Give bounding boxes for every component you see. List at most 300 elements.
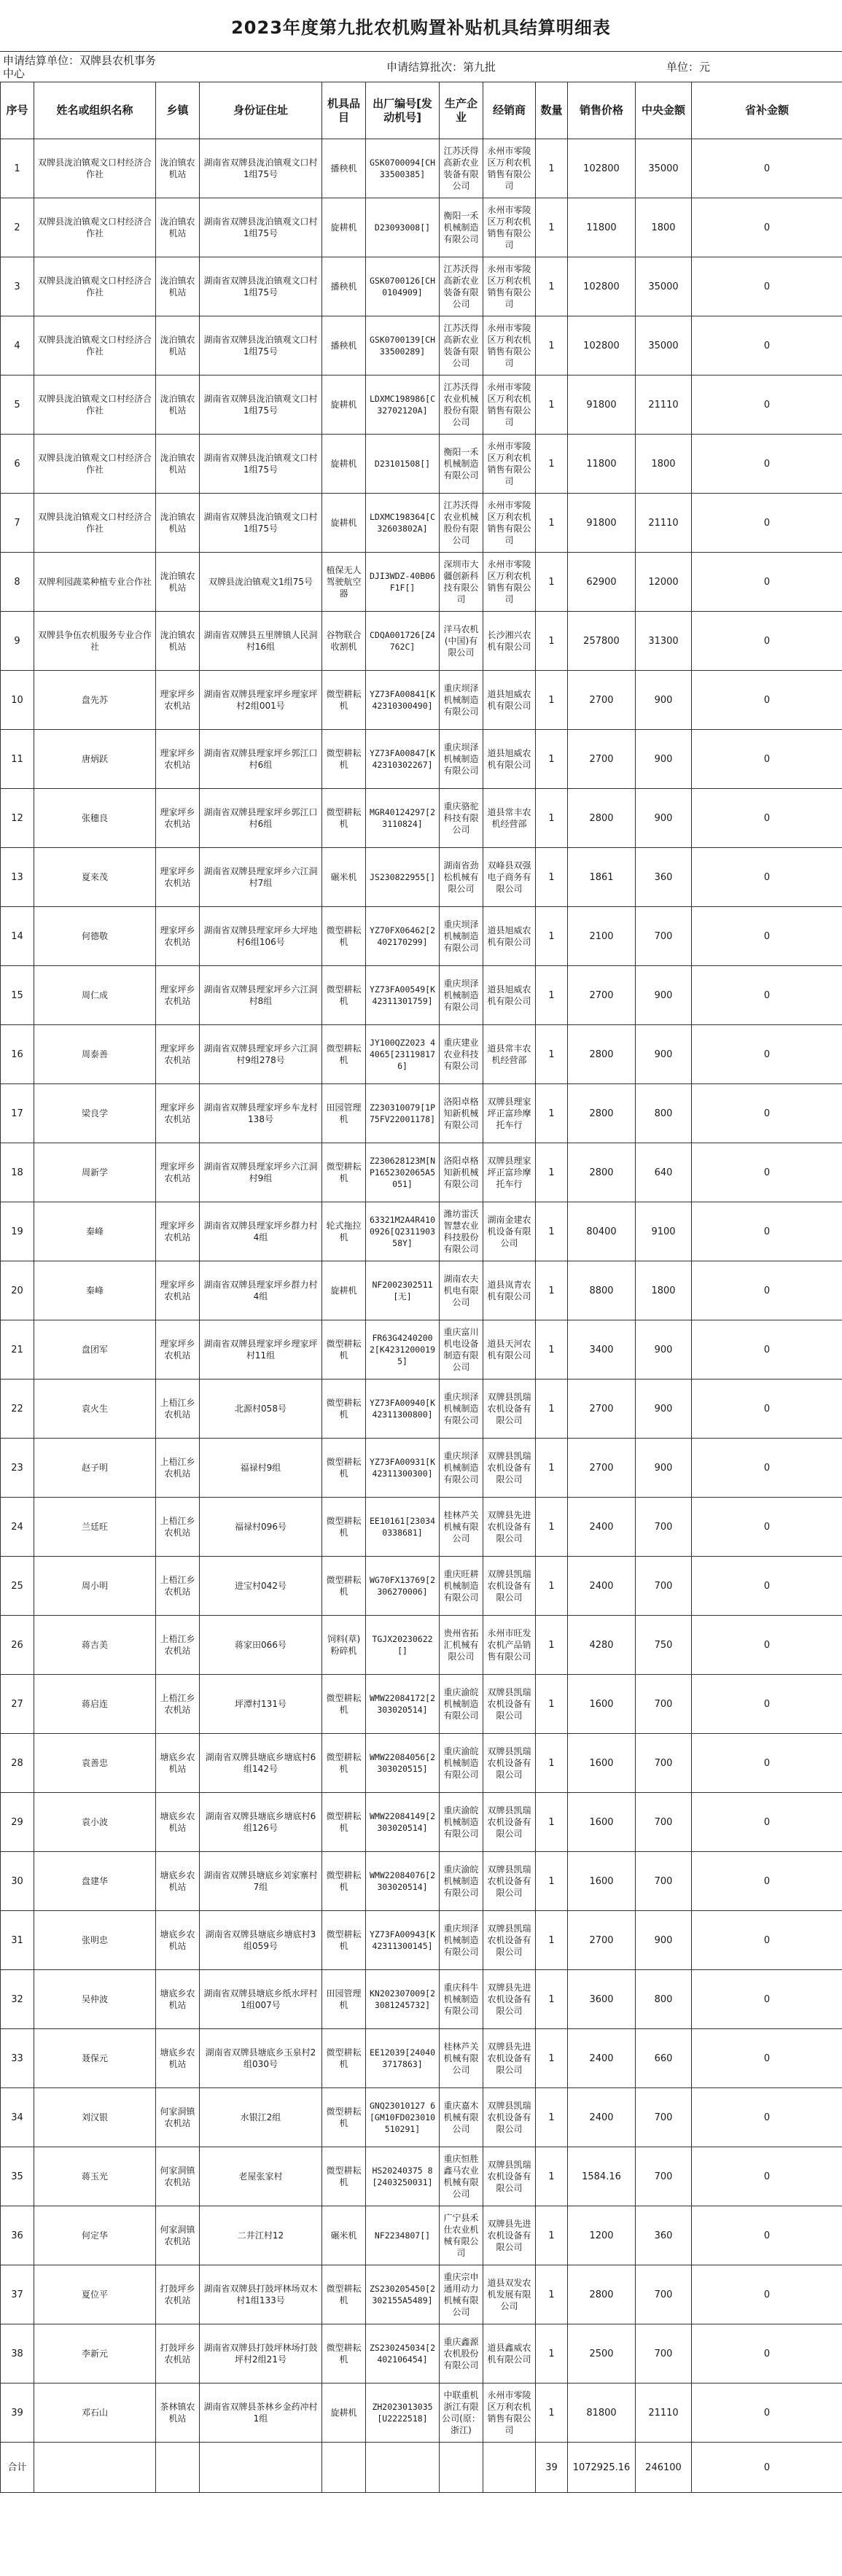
table-row	[1, 1202, 842, 1261]
applicant-name: 秦峰	[34, 1261, 156, 1320]
province-subsidy: 0	[692, 257, 842, 316]
central-subsidy: 900	[636, 789, 692, 848]
machine-category: 旋耕机	[322, 198, 366, 257]
sales-price: 1600	[568, 1852, 636, 1911]
dealer: 双牌县凯瑞农机设备有限公司	[483, 1439, 536, 1498]
quantity: 1	[536, 2206, 568, 2265]
serial-number: LDXMC198986[C32702120A]	[366, 375, 440, 435]
quantity: 1	[536, 2384, 568, 2443]
central-subsidy: 21110	[636, 375, 692, 435]
id-address: 湖南省双牌县理家坪乡六江洞村8组	[200, 966, 322, 1025]
machine-category: 微型耕耘机	[322, 907, 366, 966]
id-address: 湖南省双牌县打鼓坪林场打鼓坪村2组21号	[200, 2324, 322, 2384]
serial-number: YZ73FA00931[K42311300300]	[366, 1439, 440, 1498]
row-index: 8	[1, 553, 34, 612]
applicant-name: 双牌县泷泊镇观文口村经济合作社	[34, 316, 156, 375]
quantity: 1	[536, 2029, 568, 2088]
id-address: 湖南省双牌县理家坪乡郭江口村6组	[200, 789, 322, 848]
manufacturer: 湖南农夫机电有限公司	[440, 1261, 483, 1320]
serial-number: NF2234807[]	[366, 2206, 440, 2265]
id-address: 坪潭村131号	[200, 1675, 322, 1734]
central-subsidy: 900	[636, 671, 692, 730]
totals-sales: 1072925.16	[568, 2443, 636, 2493]
row-index: 4	[1, 316, 34, 375]
machine-category: 碾米机	[322, 2206, 366, 2265]
manufacturer: 江苏沃得高新农业装备有限公司	[440, 316, 483, 375]
serial-number: NF2002302511[无]	[366, 1261, 440, 1320]
quantity: 1	[536, 375, 568, 435]
table-row	[1, 1498, 842, 1557]
quantity: 1	[536, 316, 568, 375]
applicant-name: 李新元	[34, 2324, 156, 2384]
dealer: 永州市零陵区万利农机销售有限公司	[483, 257, 536, 316]
serial-number: YZ73FA00549[K42311301759]	[366, 966, 440, 1025]
township: 塘底乡农机站	[156, 2029, 200, 2088]
central-subsidy: 360	[636, 848, 692, 907]
dealer: 双牌县凯瑞农机设备有限公司	[483, 2088, 536, 2147]
central-subsidy: 1800	[636, 1261, 692, 1320]
dealer: 永州市零陵区万利农机销售有限公司	[483, 494, 536, 553]
id-address: 蒋家田066号	[200, 1616, 322, 1675]
table-row	[1, 1025, 842, 1084]
township: 上梧江乡农机站	[156, 1439, 200, 1498]
row-index: 27	[1, 1675, 34, 1734]
serial-number: CDQA001726[Z4762C]	[366, 612, 440, 671]
id-address: 湖南省双牌县理家坪乡六江洞村9组278号	[200, 1025, 322, 1084]
meta-bar	[0, 51, 842, 82]
quantity: 1	[536, 612, 568, 671]
row-index: 2	[1, 198, 34, 257]
serial-number: MGR40124297[23110824]	[366, 789, 440, 848]
quantity: 1	[536, 257, 568, 316]
row-index: 25	[1, 1557, 34, 1616]
province-subsidy: 0	[692, 1970, 842, 2029]
township: 理家坪乡农机站	[156, 907, 200, 966]
applicant-name: 蒋启连	[34, 1675, 156, 1734]
machine-category: 微型耕耘机	[322, 1793, 366, 1852]
province-subsidy: 0	[692, 316, 842, 375]
province-subsidy: 0	[692, 1557, 842, 1616]
table-row	[1, 1557, 842, 1616]
applicant-name: 袁小波	[34, 1793, 156, 1852]
township: 上梧江乡农机站	[156, 1557, 200, 1616]
id-address: 湖南省双牌县打鼓坪林场双木村1组133号	[200, 2265, 322, 2324]
dealer: 永州市零陵区万利农机销售有限公司	[483, 435, 536, 494]
central-subsidy: 21110	[636, 2384, 692, 2443]
machine-category: 饲料(草)粉碎机	[322, 1616, 366, 1675]
central-subsidy: 900	[636, 1380, 692, 1439]
central-subsidy: 900	[636, 730, 692, 789]
row-index: 14	[1, 907, 34, 966]
province-subsidy: 0	[692, 2324, 842, 2384]
id-address: 北源村058号	[200, 1380, 322, 1439]
province-subsidy: 0	[692, 139, 842, 198]
manufacturer: 洛阳卓格知新机械有限公司	[440, 1084, 483, 1143]
sales-price: 91800	[568, 494, 636, 553]
applicant-name: 双牌县泷泊镇观文口村经济合作社	[34, 435, 156, 494]
township: 塘底乡农机站	[156, 1852, 200, 1911]
quantity: 1	[536, 907, 568, 966]
township: 何家洞镇农机站	[156, 2147, 200, 2206]
province-subsidy: 0	[692, 789, 842, 848]
table-row	[1, 494, 842, 553]
province-subsidy: 0	[692, 375, 842, 435]
manufacturer: 重庆坝泽机械制造有限公司	[440, 730, 483, 789]
central-subsidy: 900	[636, 966, 692, 1025]
machine-category: 微型耕耘机	[322, 2265, 366, 2324]
applicant-name: 双牌利园蔬菜种植专业合作社	[34, 553, 156, 612]
central-subsidy: 1800	[636, 435, 692, 494]
applicant-name: 周仁成	[34, 966, 156, 1025]
dealer: 双牌县先进农机设备有限公司	[483, 1970, 536, 2029]
serial-number: WMW22084172[2303020514]	[366, 1675, 440, 1734]
machine-category: 微型耕耘机	[322, 1557, 366, 1616]
id-address: 湖南省双牌县塘底乡塘底村6组126号	[200, 1793, 322, 1852]
province-subsidy: 0	[692, 730, 842, 789]
central-subsidy: 700	[636, 1675, 692, 1734]
township: 茶林镇农机站	[156, 2384, 200, 2443]
province-subsidy: 0	[692, 1261, 842, 1320]
sales-price: 2500	[568, 2324, 636, 2384]
id-address: 湖南省双牌县泷泊镇观文口村1组75号	[200, 198, 322, 257]
dealer: 双牌县凯瑞农机设备有限公司	[483, 1380, 536, 1439]
applicant-name: 双牌县泷泊镇观文口村经济合作社	[34, 139, 156, 198]
quantity: 1	[536, 1911, 568, 1970]
row-index: 28	[1, 1734, 34, 1793]
dealer: 长沙湘兴农机有限公司	[483, 612, 536, 671]
id-address: 福禄村096号	[200, 1498, 322, 1557]
sales-price: 2800	[568, 2265, 636, 2324]
machine-category: 微型耕耘机	[322, 1675, 366, 1734]
machine-category: 微型耕耘机	[322, 1911, 366, 1970]
manufacturer: 江苏沃得高新农业装备有限公司	[440, 139, 483, 198]
row-index: 15	[1, 966, 34, 1025]
quantity: 1	[536, 198, 568, 257]
quantity: 1	[536, 2147, 568, 2206]
manufacturer: 洋马农机(中国)有限公司	[440, 612, 483, 671]
central-subsidy: 12000	[636, 553, 692, 612]
row-index: 21	[1, 1320, 34, 1380]
applicant-name: 兰廷旺	[34, 1498, 156, 1557]
province-subsidy: 0	[692, 435, 842, 494]
central-subsidy: 750	[636, 1616, 692, 1675]
province-subsidy: 0	[692, 1320, 842, 1380]
totals-central: 246100	[636, 2443, 692, 2493]
central-subsidy: 700	[636, 1852, 692, 1911]
province-subsidy: 0	[692, 1498, 842, 1557]
dealer: 道县双发农机发展有限公司	[483, 2265, 536, 2324]
sales-price: 1861	[568, 848, 636, 907]
sales-price: 2400	[568, 2088, 636, 2147]
table-row	[1, 316, 842, 375]
table-row	[1, 139, 842, 198]
table-row	[1, 1320, 842, 1380]
manufacturer: 重庆鑫源农机股份有限公司	[440, 2324, 483, 2384]
manufacturer: 桂林芦关机械有限公司	[440, 1498, 483, 1557]
sales-price: 102800	[568, 257, 636, 316]
province-subsidy: 0	[692, 671, 842, 730]
row-index: 24	[1, 1498, 34, 1557]
id-address: 湖南省双牌县理家坪乡大坪地村6组106号	[200, 907, 322, 966]
applicant-name: 盘建华	[34, 1852, 156, 1911]
manufacturer: 深圳市大疆创新科技有限公司	[440, 553, 483, 612]
sales-price: 2400	[568, 1498, 636, 1557]
id-address: 湖南省双牌县塘底乡刘家寨村7组	[200, 1852, 322, 1911]
central-subsidy: 700	[636, 2088, 692, 2147]
table-row	[1, 2147, 842, 2206]
manufacturer: 重庆坝泽机械制造有限公司	[440, 1911, 483, 1970]
central-subsidy: 9100	[636, 1202, 692, 1261]
header-cell: 生产企业	[440, 82, 483, 139]
settlement-table	[0, 82, 842, 2493]
township: 理家坪乡农机站	[156, 730, 200, 789]
quantity: 1	[536, 966, 568, 1025]
table-row	[1, 2029, 842, 2088]
serial-number: WMW22084056[2303020515]	[366, 1734, 440, 1793]
township: 泷泊镇农机站	[156, 612, 200, 671]
table-row	[1, 671, 842, 730]
township: 泷泊镇农机站	[156, 139, 200, 198]
township: 理家坪乡农机站	[156, 789, 200, 848]
serial-number: WG70FX13769[2306270006]	[366, 1557, 440, 1616]
serial-number: Z230310079[1P75FV22001178]	[366, 1084, 440, 1143]
applicant-name: 唐炳跃	[34, 730, 156, 789]
sales-price: 2100	[568, 907, 636, 966]
manufacturer: 重庆骆驼科技有限公司	[440, 789, 483, 848]
serial-number: GNQ23010127 6[GM10FD023010510291]	[366, 2088, 440, 2147]
dealer: 双牌县凯瑞农机设备有限公司	[483, 2147, 536, 2206]
central-subsidy: 700	[636, 1557, 692, 1616]
township: 上梧江乡农机站	[156, 1616, 200, 1675]
sales-price: 2700	[568, 1439, 636, 1498]
quantity: 1	[536, 1970, 568, 2029]
sales-price: 81800	[568, 2384, 636, 2443]
table-row	[1, 848, 842, 907]
manufacturer: 重庆科牛机械制造有限公司	[440, 1970, 483, 2029]
table-row	[1, 375, 842, 435]
manufacturer: 重庆渝皖机械制造有限公司	[440, 1675, 483, 1734]
manufacturer: 江苏沃得农业机械股份有限公司	[440, 375, 483, 435]
dealer: 道县常丰农机经营部	[483, 1025, 536, 1084]
province-subsidy: 0	[692, 966, 842, 1025]
dealer: 双牌县理家坪正富珍摩托车行	[483, 1143, 536, 1202]
manufacturer: 重庆渝皖机械制造有限公司	[440, 1793, 483, 1852]
township: 泷泊镇农机站	[156, 316, 200, 375]
quantity: 1	[536, 1498, 568, 1557]
id-address: 湖南省双牌县塘底乡塘底村6组142号	[200, 1734, 322, 1793]
dealer: 双牌县理家坪正富珍摩托车行	[483, 1084, 536, 1143]
sales-price: 2700	[568, 671, 636, 730]
applicant-name: 盘团军	[34, 1320, 156, 1380]
manufacturer: 重庆宗申通用动力机械有限公司	[440, 2265, 483, 2324]
table-row	[1, 198, 842, 257]
township: 泷泊镇农机站	[156, 435, 200, 494]
manufacturer: 江苏沃得高新农业装备有限公司	[440, 257, 483, 316]
sales-price: 2700	[568, 730, 636, 789]
table-row	[1, 2206, 842, 2265]
central-subsidy: 800	[636, 1084, 692, 1143]
machine-category: 播秧机	[322, 257, 366, 316]
applicant-name: 夏位平	[34, 2265, 156, 2324]
table-row	[1, 257, 842, 316]
currency-unit: 单位：元	[666, 60, 711, 74]
serial-number: D23101508[]	[366, 435, 440, 494]
row-index: 26	[1, 1616, 34, 1675]
machine-category: 旋耕机	[322, 435, 366, 494]
sales-price: 2800	[568, 789, 636, 848]
row-index: 35	[1, 2147, 34, 2206]
quantity: 1	[536, 1616, 568, 1675]
serial-number: HS20240375 8[2403250031]	[366, 2147, 440, 2206]
sales-price: 1600	[568, 1675, 636, 1734]
machine-category: 旋耕机	[322, 2384, 366, 2443]
township: 泷泊镇农机站	[156, 553, 200, 612]
central-subsidy: 640	[636, 1143, 692, 1202]
serial-number: TGJX20230622[]	[366, 1616, 440, 1675]
sales-price: 11800	[568, 198, 636, 257]
machine-category: 旋耕机	[322, 375, 366, 435]
table-row	[1, 1261, 842, 1320]
dealer: 双牌县凯瑞农机设备有限公司	[483, 1734, 536, 1793]
sales-price: 102800	[568, 316, 636, 375]
applicant-name: 双牌县泷泊镇观文口村经济合作社	[34, 494, 156, 553]
machine-category: 谷物联合收割机	[322, 612, 366, 671]
central-subsidy: 900	[636, 1911, 692, 1970]
machine-category: 微型耕耘机	[322, 1734, 366, 1793]
central-subsidy: 700	[636, 2147, 692, 2206]
id-address: 双牌县泷泊镇观文1组75号	[200, 553, 322, 612]
quantity: 1	[536, 1675, 568, 1734]
applicant-name: 双牌县泷泊镇观文口村经济合作社	[34, 198, 156, 257]
province-subsidy: 0	[692, 1616, 842, 1675]
table-row	[1, 1439, 842, 1498]
table-row	[1, 612, 842, 671]
quantity: 1	[536, 1557, 568, 1616]
sales-price: 2800	[568, 1143, 636, 1202]
table-row	[1, 907, 842, 966]
serial-number: YZ73FA00943[K42311300145]	[366, 1911, 440, 1970]
header-cell: 乡镇	[156, 82, 200, 139]
sales-price: 2700	[568, 1380, 636, 1439]
machine-category: 田园管理机	[322, 1970, 366, 2029]
province-subsidy: 0	[692, 1025, 842, 1084]
table-row	[1, 1675, 842, 1734]
serial-number: WMW22084149[2303020514]	[366, 1793, 440, 1852]
id-address: 湖南省双牌县泷泊镇观文口村1组75号	[200, 139, 322, 198]
applicant-name: 盘先苏	[34, 671, 156, 730]
applicant-name: 双牌县泷泊镇观文口村经济合作社	[34, 375, 156, 435]
sales-price: 8800	[568, 1261, 636, 1320]
quantity: 1	[536, 1734, 568, 1793]
serial-number: EE10161[230340338681]	[366, 1498, 440, 1557]
quantity: 1	[536, 139, 568, 198]
table-row	[1, 553, 842, 612]
serial-number: KN202307009[23081245732]	[366, 1970, 440, 2029]
settlement-batch: 申请结算批次：第九批	[386, 60, 496, 74]
quantity: 1	[536, 1852, 568, 1911]
totals-label: 合计	[1, 2443, 34, 2493]
id-address: 湖南省双牌县茶林乡金药冲村1组	[200, 2384, 322, 2443]
township: 泷泊镇农机站	[156, 494, 200, 553]
machine-category: 微型耕耘机	[322, 789, 366, 848]
manufacturer: 重庆旺耕机械制造有限公司	[440, 1557, 483, 1616]
sales-price: 2700	[568, 1911, 636, 1970]
sales-price: 2400	[568, 2029, 636, 2088]
totals-row	[1, 2443, 842, 2493]
sales-price: 1600	[568, 1734, 636, 1793]
row-index: 39	[1, 2384, 34, 2443]
township: 塘底乡农机站	[156, 1911, 200, 1970]
township: 理家坪乡农机站	[156, 1084, 200, 1143]
page-title: 2023年度第九批农机购置补贴机具结算明细表	[231, 17, 611, 38]
central-subsidy: 700	[636, 1498, 692, 1557]
row-index: 30	[1, 1852, 34, 1911]
dealer: 道县旭威农机有限公司	[483, 966, 536, 1025]
township: 何家洞镇农机站	[156, 2206, 200, 2265]
township: 上梧江乡农机站	[156, 1675, 200, 1734]
id-address: 湖南省双牌县泷泊镇观文口村1组75号	[200, 494, 322, 553]
table-row	[1, 1616, 842, 1675]
central-subsidy: 900	[636, 1320, 692, 1380]
table-row	[1, 1734, 842, 1793]
machine-category: 微型耕耘机	[322, 2324, 366, 2384]
central-subsidy: 800	[636, 1970, 692, 2029]
header-cell: 序号	[1, 82, 34, 139]
central-subsidy: 900	[636, 1025, 692, 1084]
manufacturer: 桂林芦关机械有限公司	[440, 2029, 483, 2088]
row-index: 3	[1, 257, 34, 316]
row-index: 6	[1, 435, 34, 494]
row-index: 22	[1, 1380, 34, 1439]
manufacturer: 重庆渝皖机械制造有限公司	[440, 1852, 483, 1911]
quantity: 1	[536, 1084, 568, 1143]
quantity: 1	[536, 2265, 568, 2324]
central-subsidy: 1800	[636, 198, 692, 257]
row-index: 9	[1, 612, 34, 671]
id-address: 湖南省双牌县理家坪乡郭江口村6组	[200, 730, 322, 789]
table-row	[1, 966, 842, 1025]
table-row	[1, 1970, 842, 2029]
row-index: 23	[1, 1439, 34, 1498]
machine-category: 播秧机	[322, 139, 366, 198]
dealer: 道县旭威农机有限公司	[483, 907, 536, 966]
id-address: 湖南省双牌县塘底乡玉泉村2组030号	[200, 2029, 322, 2088]
row-index: 32	[1, 1970, 34, 2029]
township: 打鼓坪乡农机站	[156, 2265, 200, 2324]
quantity: 1	[536, 494, 568, 553]
dealer: 双牌县凯瑞农机设备有限公司	[483, 1852, 536, 1911]
dealer: 永州市旺发农机产品销售有限公司	[483, 1616, 536, 1675]
id-address: 湖南省双牌县泷泊镇观文口村1组75号	[200, 375, 322, 435]
machine-category: 微型耕耘机	[322, 1439, 366, 1498]
row-index: 5	[1, 375, 34, 435]
central-subsidy: 660	[636, 2029, 692, 2088]
applicant-name: 何定华	[34, 2206, 156, 2265]
township: 泷泊镇农机站	[156, 375, 200, 435]
row-index: 36	[1, 2206, 34, 2265]
dealer: 道县鑫威农机有限公司	[483, 2324, 536, 2384]
province-subsidy: 0	[692, 907, 842, 966]
table-row	[1, 1793, 842, 1852]
manufacturer: 潍坊雷沃智慧农业科技股份有限公司	[440, 1202, 483, 1261]
township: 泷泊镇农机站	[156, 257, 200, 316]
machine-category: 微型耕耘机	[322, 1380, 366, 1439]
table-row	[1, 1380, 842, 1439]
row-index: 18	[1, 1143, 34, 1202]
row-index: 33	[1, 2029, 34, 2088]
province-subsidy: 0	[692, 848, 842, 907]
central-subsidy: 700	[636, 907, 692, 966]
